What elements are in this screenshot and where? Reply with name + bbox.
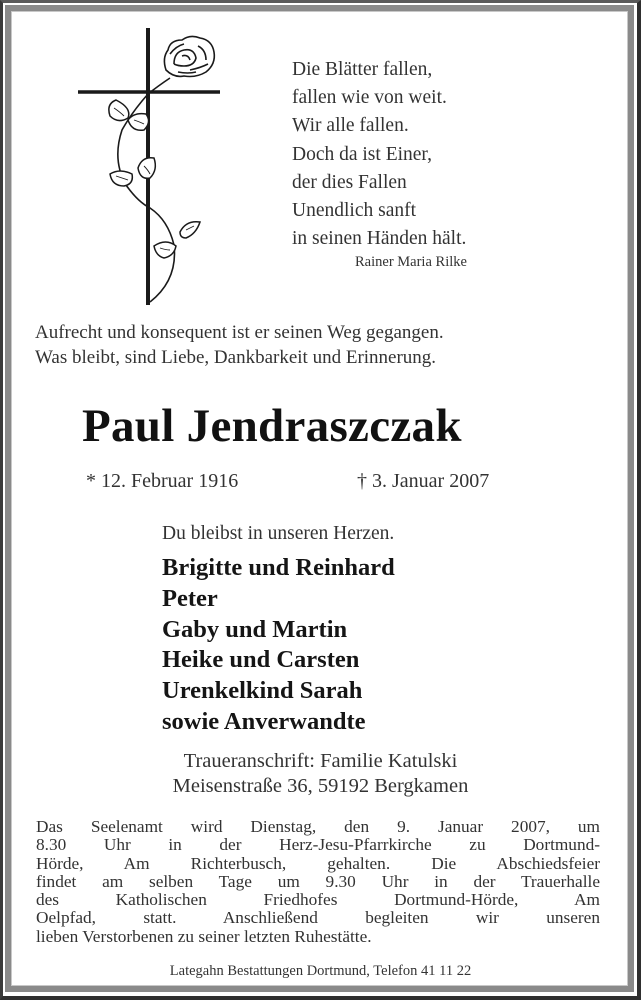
farewell-text: Du bleibst in unseren Herzen. bbox=[162, 523, 395, 544]
cross-with-rose-icon bbox=[70, 20, 230, 312]
poem-line: fallen wie von weit. bbox=[292, 87, 447, 109]
poem-line: Die Blätter fallen, bbox=[292, 59, 433, 80]
service-line: Das Seelenamt wird Dienstag, den 9. Januar 2007, um bbox=[36, 817, 600, 836]
poem-author: Rainer Maria Rilke bbox=[355, 254, 467, 270]
mourner: Peter bbox=[162, 584, 218, 612]
mourner: Gaby und Martin bbox=[162, 615, 348, 643]
poem-line: Doch da ist Einer, bbox=[292, 143, 433, 165]
motto-line: Aufrecht und konsequent ist er seinen Weg gegangen. bbox=[35, 322, 444, 343]
mourner: Heike und Carsten bbox=[162, 646, 360, 674]
mourner: Urenkelkind Sarah bbox=[162, 677, 363, 705]
motto-line: Was bleibt, sind Liebe, Dankbarkeit und Erinnerung. bbox=[35, 347, 437, 368]
mourner: sowie Anverwandte bbox=[162, 707, 366, 735]
mourners-list bbox=[162, 553, 395, 738]
mourning-address-family: Traueranschrift: Familie Katulski bbox=[183, 750, 458, 772]
birth-date: * 12. Februar 1916 bbox=[86, 470, 239, 492]
poem-line: der dies Fallen bbox=[292, 171, 407, 193]
poem-line: Wir alle fallen. bbox=[292, 115, 409, 137]
service-line: lieben Verstorbenen zu seiner letzten Ruhestätte. bbox=[36, 926, 372, 946]
mourner: Brigitte und Reinhard bbox=[162, 554, 395, 581]
poem bbox=[292, 56, 466, 253]
service-line: Oelpfad, statt. Anschließend begleiten wir unseren bbox=[36, 908, 600, 928]
motto bbox=[35, 320, 444, 370]
deceased-name: Paul Jendraszczak bbox=[82, 400, 462, 452]
funeral-home-footer: Lategahn Bestattungen Dortmund, Telefon 41 11 22 bbox=[169, 963, 472, 979]
service-line: 8.30 Uhr in der Herz-Jesu-Pfarrkirche zu Dortmund- bbox=[36, 835, 600, 855]
poem-line: Unendlich sanft bbox=[292, 200, 417, 222]
mourning-address-street: Meisenstraße 36, 59192 Bergkamen bbox=[172, 775, 469, 797]
service-line: des Katholischen Friedhofes Dortmund-Hörde, Am bbox=[36, 890, 600, 910]
poem-line: in seinen Händen hält. bbox=[292, 228, 467, 250]
service-line: Hörde, Am Richterbusch, gehalten. Die Abschiedsfeier bbox=[36, 853, 600, 873]
service-details bbox=[36, 818, 600, 946]
death-date: † 3. Januar 2007 bbox=[357, 470, 490, 492]
service-line: findet am selben Tage um 9.30 Uhr in der Trauerhalle bbox=[36, 871, 600, 891]
